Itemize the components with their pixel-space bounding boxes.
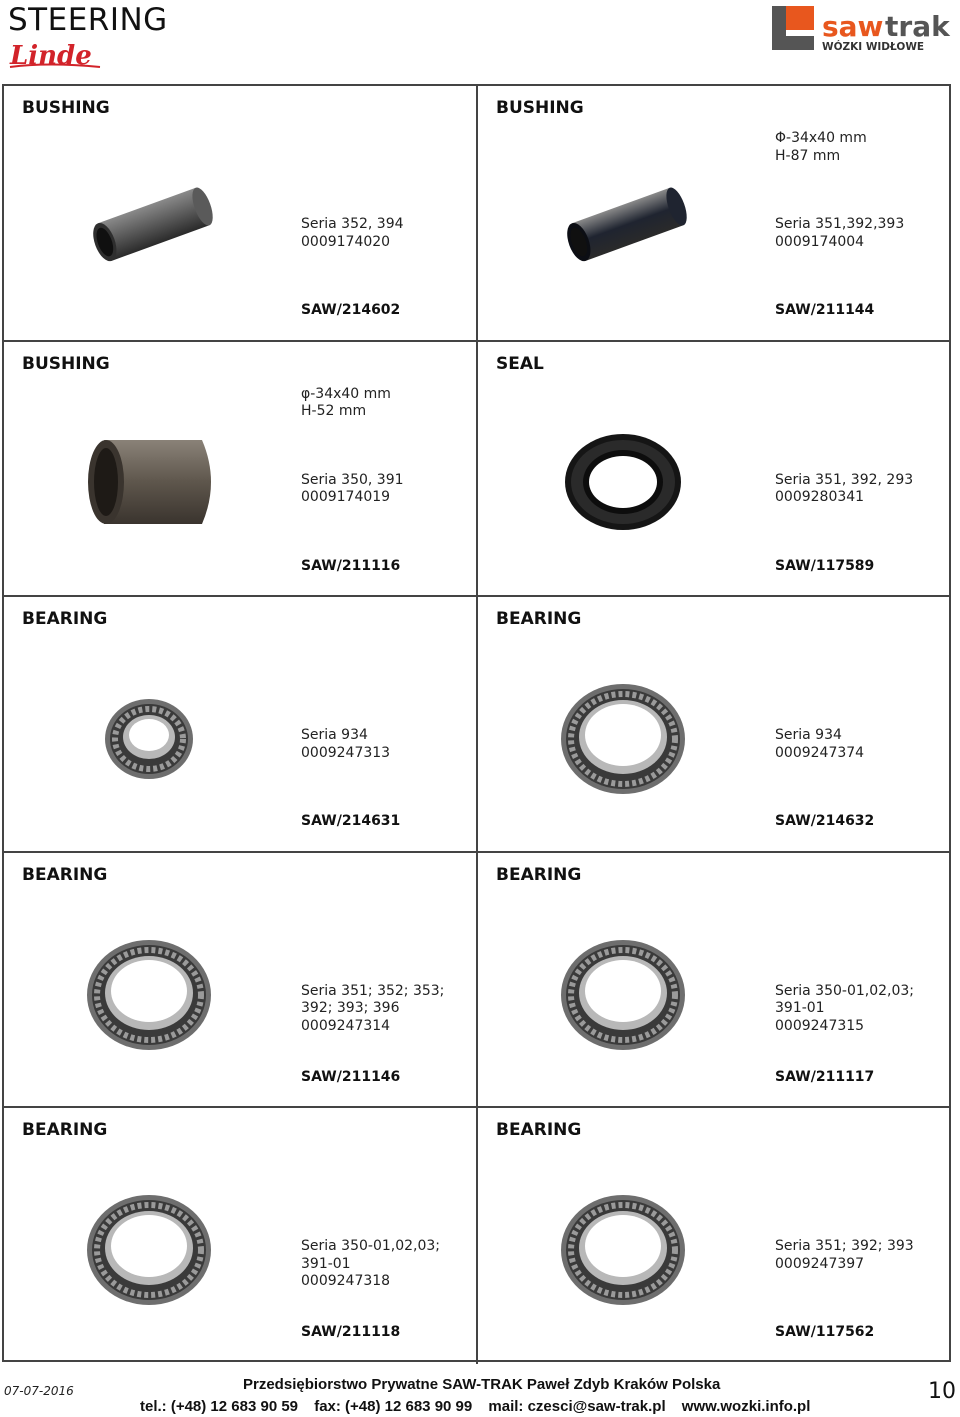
product-code: SAW/117562 (775, 1324, 875, 1341)
bushing-image (548, 166, 698, 286)
product-series-continued: 391-01 (301, 1255, 351, 1272)
product-code: SAW/211118 (301, 1324, 401, 1341)
bushing-image (74, 166, 224, 286)
product-cell (478, 853, 949, 1109)
product-cell (478, 342, 949, 598)
product-part-number: 0009247318 (301, 1273, 391, 1290)
product-code: SAW/214631 (301, 813, 401, 830)
product-title: BEARING (22, 1120, 108, 1141)
bearing-image (74, 1188, 224, 1308)
bearing-image (548, 677, 698, 797)
product-title: BEARING (496, 1120, 582, 1141)
product-code: SAW/211146 (301, 1068, 401, 1085)
seal-image (548, 422, 698, 542)
product-title: BEARING (22, 864, 108, 885)
bushing-image (74, 422, 224, 542)
product-title: BUSHING (22, 353, 110, 374)
product-series-continued: 392; 393; 396 (301, 1000, 400, 1017)
product-cell (4, 342, 478, 598)
linde-logo-text: Linde (10, 41, 92, 70)
product-code: SAW/211117 (775, 1068, 875, 1085)
page-footer (0, 1362, 960, 1417)
product-cell (4, 597, 478, 853)
product-code: SAW/211144 (775, 302, 875, 318)
linde-logo (8, 40, 104, 70)
product-dimension: Φ-34x40 mm (775, 130, 867, 146)
svg-text:saw: saw (822, 10, 884, 43)
footer-contact (140, 1398, 822, 1415)
footer-mail[interactable]: mail: czesci@saw-trak.pl (488, 1398, 666, 1415)
product-cell (4, 853, 478, 1109)
bearing-image (548, 1188, 698, 1308)
product-series: Seria 351, 392, 293 (775, 471, 914, 488)
product-series: Seria 934 (301, 727, 368, 744)
sawtrak-subtitle: WÓZKI WIDŁOWE (822, 41, 925, 53)
product-part-number: 0009247315 (775, 1017, 865, 1034)
footer-web[interactable]: www.wozki.info.pl (681, 1398, 811, 1415)
product-series: Seria 351; 392; 393 (775, 1238, 914, 1255)
product-series-continued: 391-01 (775, 1000, 825, 1017)
page-number: 10 (928, 1379, 956, 1404)
bearing-image (74, 933, 224, 1053)
product-code: SAW/214632 (775, 813, 875, 830)
product-grid (2, 84, 951, 1362)
svg-text:trak: trak (885, 10, 950, 43)
product-code: SAW/214602 (301, 302, 401, 318)
product-series: Seria 350-01,02,03; (775, 982, 915, 999)
product-dimension: H-87 mm (775, 147, 841, 164)
product-series: Seria 351; 352; 353; (301, 982, 445, 999)
footer-fax: fax: (+48) 12 683 90 99 (314, 1398, 473, 1415)
product-dimension: H-52 mm (301, 403, 367, 420)
product-cell (4, 1108, 478, 1364)
product-code: SAW/211116 (301, 557, 401, 574)
product-title: BEARING (496, 864, 582, 885)
product-series: Seria 934 (775, 727, 842, 744)
page-header (0, 0, 960, 84)
footer-date: 07-07-2016 (4, 1384, 74, 1398)
footer-company: Przedsiębiorstwo Prywatne SAW-TRAK Paweł Zdyb Kraków Polska (243, 1376, 721, 1393)
product-series: Seria 350-01,02,03; (301, 1238, 441, 1255)
product-part-number: 0009280341 (775, 489, 865, 506)
product-title: BUSHING (496, 98, 584, 118)
product-cell (478, 597, 949, 853)
product-title: BEARING (496, 609, 582, 630)
product-part-number: 0009247374 (775, 744, 865, 761)
product-cell (478, 1108, 949, 1364)
product-code: SAW/117589 (775, 557, 875, 574)
bearing-image (548, 933, 698, 1053)
product-part-number: 0009174004 (775, 233, 865, 250)
product-part-number: 0009174020 (301, 233, 391, 250)
product-series: Seria 350, 391 (301, 471, 404, 488)
product-title: SEAL (496, 353, 544, 374)
footer-tel: tel.: (+48) 12 683 90 59 (140, 1398, 299, 1415)
product-cell (4, 86, 478, 342)
product-part-number: 0009247397 (775, 1255, 865, 1272)
product-series: Seria 351,392,393 (775, 216, 905, 232)
product-cell (478, 86, 949, 342)
product-part-number: 0009174019 (301, 489, 391, 506)
bearing-image (74, 677, 224, 797)
product-title: BUSHING (22, 98, 110, 118)
product-title: BEARING (22, 609, 108, 630)
product-dimension: φ-34x40 mm (301, 385, 391, 402)
sawtrak-logo (770, 4, 956, 54)
product-part-number: 0009247314 (301, 1017, 391, 1034)
product-part-number: 0009247313 (301, 744, 391, 761)
page-title: STEERING (8, 2, 168, 38)
product-series: Seria 352, 394 (301, 216, 404, 232)
